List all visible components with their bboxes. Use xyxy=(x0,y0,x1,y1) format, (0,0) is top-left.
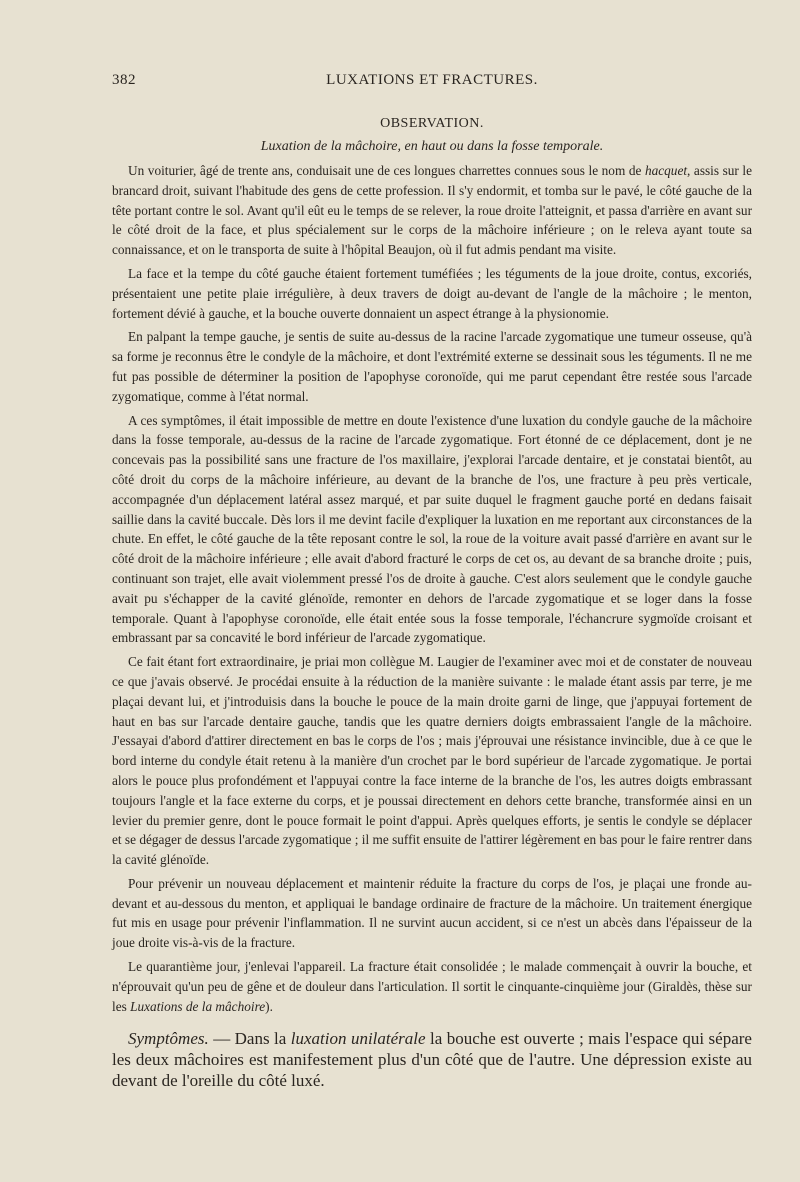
section-lead: Symptômes. xyxy=(128,1029,209,1049)
observation-paragraph-4: A ces symptômes, il était impossible de mettre en doute l'existence d'une luxation du condyle gauche de la mâchoire dans la fosse temporale, au-dessus de la racine de l'arcade zygomatique. Fort étonné de ce déplacement, dont je ne concevais pas la possibilité sans une fracture de l'os maxillaire, j'explorai l'arcade dentaire, et je constatai bientôt, au côté droit du corps de la mâchoire inférieure, au devant de la branche de l'os, une fracture à peu près verticale, accompagnée d'un déplacement latéral assez marqué, et par suite duquel le fragment gauche porté en dedans faisait saillie dans la cavité buccale. Dès lors il me devint facile d'expliquer la luxation en me reportant aux circonstances de la chute. En effet, le côté gauche de la tête reposant contre le sol, la roue de la voiture avait passé d'arrière en avant sur le côté droit de la mâchoire inférieure ; elle avait d'abord fracturé le corps de cet os, au devant de sa branche droite ; puis, continuant son trajet, elle avait violemment pressé l'os de droite à gauche. C'est alors seulement que le condyle gauche avait pu s'échapper de la cavité glénoïde, remonter en dehors de l'arcade zygomatique et se loger dans la fosse temporale. Quant à l'apophyse coronoïde, elle était entée sous la fosse temporale, l'échancrure sygmoïde croisant et embrassant par sa concavité le bord inférieur de l'arcade zygomatique. xyxy=(112,412,752,646)
term-unilateral: luxation unilatérale xyxy=(290,1029,426,1049)
running-header xyxy=(112,70,752,94)
observation-subtitle: Luxation de la mâchoire, en haut ou dans la fosse temporale. xyxy=(260,139,604,154)
observation-title: OBSERVATION. xyxy=(380,116,484,131)
observation-body xyxy=(112,161,752,1016)
symptoms-paragraph: Symptômes. — Dans la luxation unilatérale la bouche est ouverte ; mais l'espace qui sépare les deux mâchoires est manifestement plus d'un côté que de l'autre. Une dépression existe au devant de l'oreille du côté luxé. xyxy=(112,1029,752,1091)
observation-paragraph-3: En palpant la tempe gauche, je sentis de suite au-dessus de la racine l'arcade zygomatique une tumeur osseuse, qu'à sa forme je reconnus être le condyle de la mâchoire, et dont l'extrémité externe se dessinait sous les téguments. Il ne me fut pas possible de déterminer la position de l'apophyse coronoïde, qui me parut cependant être restée sous l'arcade zygomatique, comme à l'état normal. xyxy=(112,329,752,404)
observation-paragraph-5: Ce fait étant fort extraordinaire, je priai mon collègue M. Laugier de l'examiner avec moi et de constater de nouveau ce que j'avais observé. Je procédai ensuite à la réduction de la manière suivante : le malade étant assis par terre, je me plaçai devant lui, et j'introduisis dans la bouche le pouce de la main droite garni de linge, que j'appuyai fortement de haut en bas sur l'arcade dentaire gauche, tandis que les quatre derniers doigts embrassaient l'angle de la mâchoire. J'essayai d'abord d'attirer directement en bas le corps de l'os ; mais j'éprouvai une résistance invincible, due à ce que le bord interne du condyle était retenu à la manière d'un crochet par le bord supérieur de l'arcade zygomatique. Je portai alors le pouce plus profondément et l'appuyai contre la face interne de la branche de l'os, les autres doigts embrassant toujours l'angle et la face externe du corps, et je poussai directement en dehors cette branche, transformée ainsi en un levier du premier genre, dont le pouce formait le point d'appui. Après quelques efforts, je sentis le condyle se déplacer et se dégager de dessus l'arcade zygomatique ; il me suffit ensuite de l'attirer légèrement en bas pour le faire rentrer dans la cavité glénoïde. xyxy=(112,654,752,868)
observation-paragraph-7: Le quarantième jour, j'enlevai l'appareil. La fracture était consolidée ; le malade commençait à ouvrir la bouche, et n'éprouvait qu'un peu de gêne et de douleur dans l'articulation. Il sortit le cinquante-cinquième jour (Giraldès, thèse sur les Luxations de la mâchoire). xyxy=(112,959,752,1014)
observation-paragraph-1: Un voiturier, âgé de trente ans, conduisait une de ces longues charrettes connues sous le nom de hacquet, assis sur le brancard droit, suivant l'habitude des gens de cette profession. Il s'y endormit, et tomba sur le pavé, le côté gauche de la tête portant contre le sol. Avant qu'il eût eu le temps de se relever, la roue droite l'atteignit, et passa d'arrière en avant sur le côté droit de la face, et plus spécialement sur le corps de la mâchoire inférieure ; on le releva ayant toute sa connaissance, et on le transporta de suite à l'hôpital Beaujon, où il fut admis pendant ma visite. xyxy=(112,163,752,258)
term-hacquet: hacquet xyxy=(644,163,688,178)
page-number: 382 xyxy=(112,72,136,88)
observation-paragraph-2: La face et la tempe du côté gauche étaient fortement tuméfiées ; les téguments de la joue droite, contus, excoriés, présentaient une petite plaie irrégulière, à deux travers de doigt au-devant de l'angle de la mâchoire ; le menton, fortement dévié à gauche, et la bouche ouverte donnaient un aspect étrange à la physionomie. xyxy=(112,265,752,321)
symptoms-section xyxy=(112,1028,752,1091)
cited-work-title: Luxations de la mâchoire xyxy=(130,998,266,1014)
running-title: LUXATIONS ET FRACTURES. xyxy=(326,72,538,88)
observation-paragraph-6: Pour prévenir un nouveau déplacement et maintenir réduite la fracture du corps de l'os, je plaçai une fronde au-devant et au-dessous du menton, et appliquai le bandage ordinaire de fracture de la mâchoire. Un traitement énergique fut mis en usage pour prévenir l'inflammation. Il ne survint aucun accident, si ce n'est un abcès dans l'épaisseur de la joue droite vis-à-vis de la fracture. xyxy=(112,875,752,951)
